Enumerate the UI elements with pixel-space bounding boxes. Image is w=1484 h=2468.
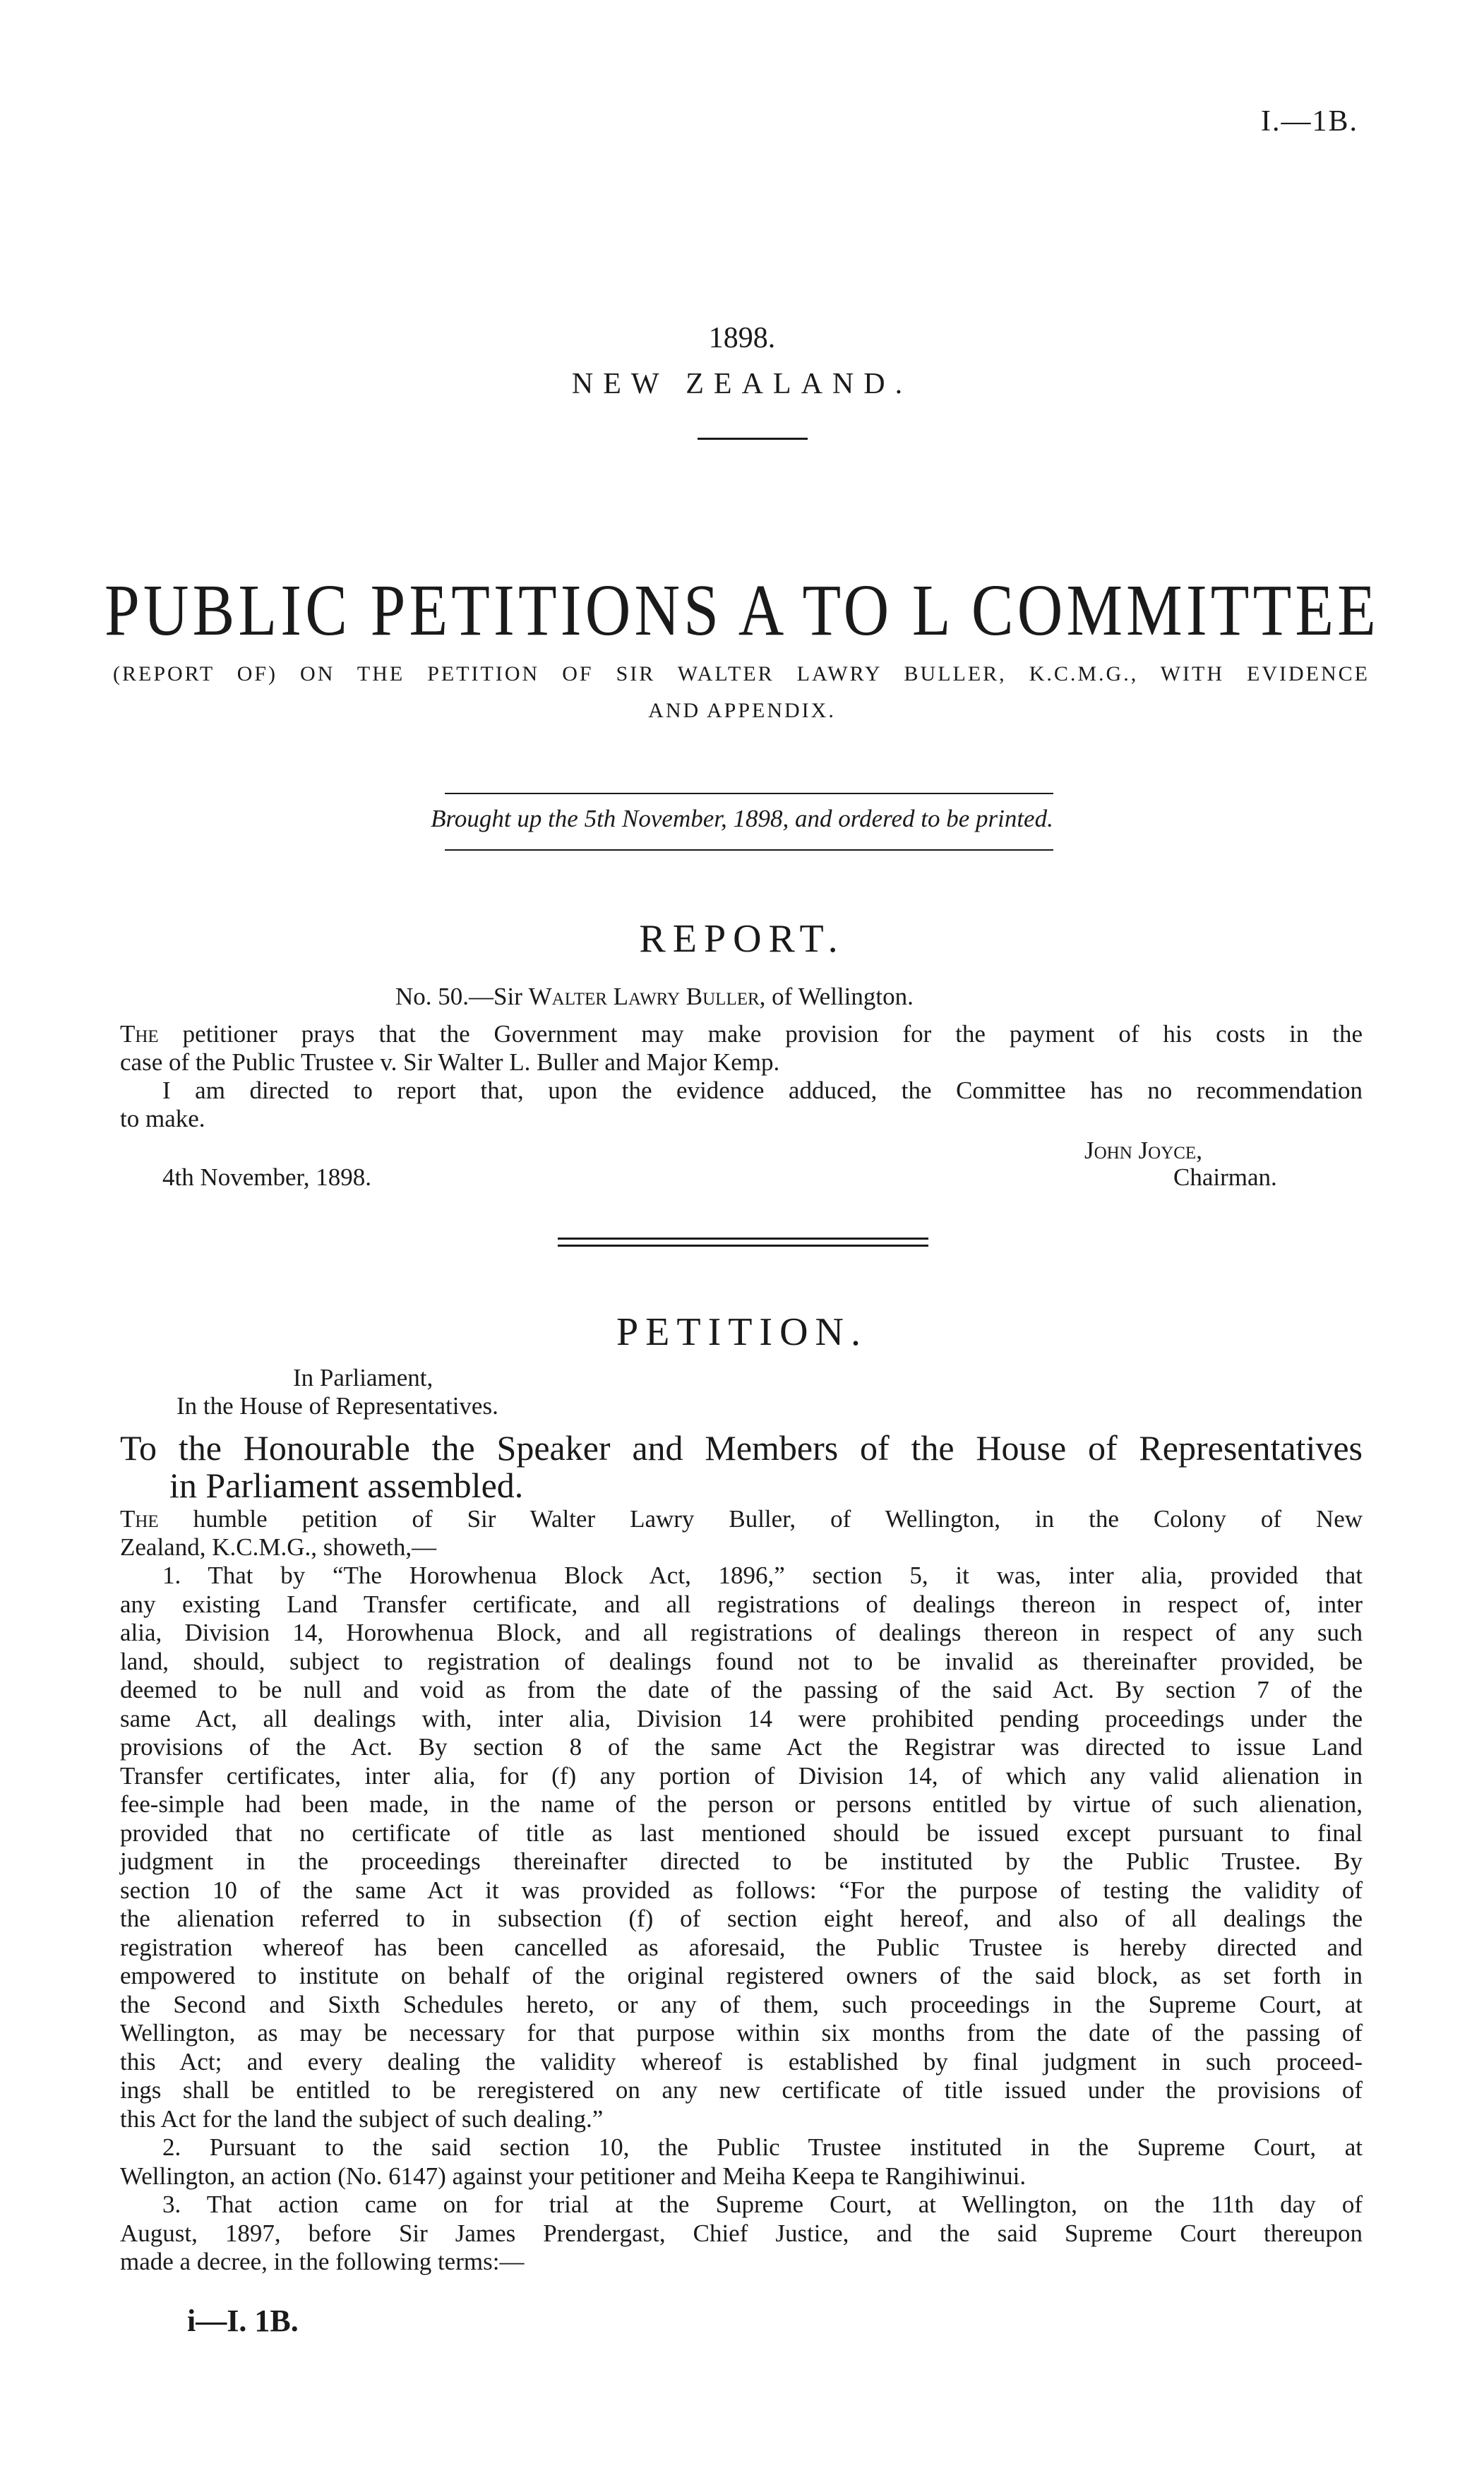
address-line2: in Parliament assembled. — [169, 1466, 524, 1505]
petition-line: the Second and Sixth Schedules hereto, or any of them, such proceedings in the Supreme Court, at — [120, 1991, 1363, 2018]
petition-line: 3. That action came on for trial at the Supreme Court, at Wellington, on the 11th day of — [162, 2191, 1363, 2218]
petition-line: land, should, subject to registration of dealings found not to be invalid as thereinafter provided, be — [120, 1648, 1363, 1675]
petition-line: this Act; and every dealing the validity whereof is established by final judgment in such proceed- — [120, 2048, 1363, 2075]
petition-intro-text: humble petition of Sir Walter Lawry Buller, of Wellington, in the Colony of New — [193, 1505, 1363, 1533]
petition-line: Transfer certificates, inter alia, for (f) any portion of Division 14, of which any valid alienation in — [120, 1762, 1363, 1790]
title-subtitle-line2: AND APPENDIX. — [648, 699, 836, 722]
report-para1-line1 — [120, 1020, 1363, 1048]
petition-line: deemed to be null and void as from the date of the passing of the said Act. By section 7 of the — [120, 1676, 1363, 1703]
section-divider-top — [558, 1238, 928, 1240]
petition-line: fee-simple had been made, in the name of the person or persons entitled by virtue of such alienation, — [120, 1790, 1363, 1818]
petition-line: same Act, all dealings with, inter alia, Division 14 were prohibited pending proceedings under the — [120, 1705, 1363, 1732]
report-para1-text: petitioner prays that the Government may make provision for the payment of his costs in the — [182, 1020, 1363, 1048]
report-number-prefix: No. 50.—Sir — [395, 983, 522, 1010]
petition-line: judgment in the proceedings thereinafter directed to be instituted by the Public Trustee. By — [120, 1847, 1363, 1875]
report-para1-lead: The — [120, 1020, 159, 1048]
report-para2-line1: I am directed to report that, upon the evidence adduced, the Committee has no recommendation — [162, 1077, 1363, 1104]
report-number-suffix: of Wellington. — [772, 983, 914, 1010]
in-house: In the House of Representatives. — [176, 1392, 498, 1420]
signatory-name: John Joyce, — [1084, 1137, 1202, 1164]
report-date: 4th November, 1898. — [162, 1163, 372, 1191]
footer-signature: i—I. 1B. — [187, 2304, 299, 2338]
petition-line: 1. That by “The Horowhenua Block Act, 1896,” section 5, it was, inter alia, provided that — [162, 1562, 1363, 1589]
petitioner-name: Walter Lawry Buller, — [528, 983, 766, 1010]
petition-line: provisions of the Act. By section 8 of the same Act the Registrar was directed to issue Land — [120, 1733, 1363, 1761]
petition-line: provided that no certificate of title as last mentioned should be issued except pursuant to final — [120, 1819, 1363, 1847]
petition-intro-line2: Zealand, K.C.M.G., showeth,— — [120, 1533, 437, 1561]
petition-line: alia, Division 14, Horowhenua Block, and all registrations of dealings thereon in respect of any such — [120, 1619, 1363, 1646]
petition-line: any existing Land Transfer certificate, and all registrations of dealings thereon in respect of, inter — [120, 1591, 1363, 1618]
country-title: NEW ZEALAND. — [571, 368, 913, 400]
brought-up-note: Brought up the 5th November, 1898, and ordered to be printed. — [431, 805, 1053, 832]
document-title: PUBLIC PETITIONS A TO L COMMITTEE — [104, 570, 1380, 651]
section-divider-bottom — [558, 1245, 928, 1247]
petition-line: ings shall be entitled to be reregistered on any new certificate of title issued under the provisions of — [120, 2076, 1363, 2104]
address-line1: To the Honourable the Speaker and Members of the House of Representatives — [120, 1428, 1363, 1468]
document-year: 1898. — [708, 322, 776, 354]
in-parliament: In Parliament, — [293, 1364, 433, 1391]
petition-line: August, 1897, before Sir James Prendergast, Chief Justice, and the said Supreme Court thereupon — [120, 2220, 1363, 2247]
report-para1-line2: case of the Public Trustee v. Sir Walter L. Buller and Major Kemp. — [120, 1048, 780, 1076]
petition-line: 2. Pursuant to the said section 10, the Public Trustee instituted in the Supreme Court, at — [162, 2133, 1363, 2161]
petition-line: Wellington, as may be necessary for that purpose within six months from the date of the passing of — [120, 2019, 1363, 2047]
petition-line: the alienation referred to in subsection (f) of section eight hereof, and also of all dealings the — [120, 1905, 1363, 1932]
petition-intro-lead: The — [120, 1505, 159, 1533]
report-number-line — [395, 983, 914, 1011]
title-subtitle-line1: (REPORT OF) ON THE PETITION OF SIR WALTER LAWRY BULLER, K.C.M.G., WITH EVIDENCE — [113, 662, 1370, 685]
document-reference: I.—1B. — [1261, 105, 1358, 138]
report-heading: REPORT. — [639, 917, 845, 961]
brought-rule-bottom — [445, 849, 1053, 851]
petition-line: made a decree, in the following terms:— — [120, 2248, 525, 2275]
petition-line: registration whereof has been cancelled as aforesaid, the Public Trustee is hereby directed and — [120, 1934, 1363, 1961]
petition-line: section 10 of the same Act it was provided as follows: “For the purpose of testing the validity of — [120, 1876, 1363, 1904]
petition-line: this Act for the land the subject of such dealing.” — [120, 2105, 604, 2133]
signatory-title: Chairman. — [1173, 1163, 1277, 1191]
report-para2-line2: to make. — [120, 1105, 205, 1132]
petition-intro-line1 — [120, 1505, 1363, 1533]
brought-rule-top — [445, 793, 1053, 794]
header-rule — [698, 438, 808, 440]
petition-line: Wellington, an action (No. 6147) against your petitioner and Meiha Keepa te Rangihiwinui. — [120, 2162, 1027, 2190]
petition-heading: PETITION. — [616, 1310, 868, 1354]
petition-line: empowered to institute on behalf of the original registered owners of the said block, as set forth in — [120, 1962, 1363, 1989]
